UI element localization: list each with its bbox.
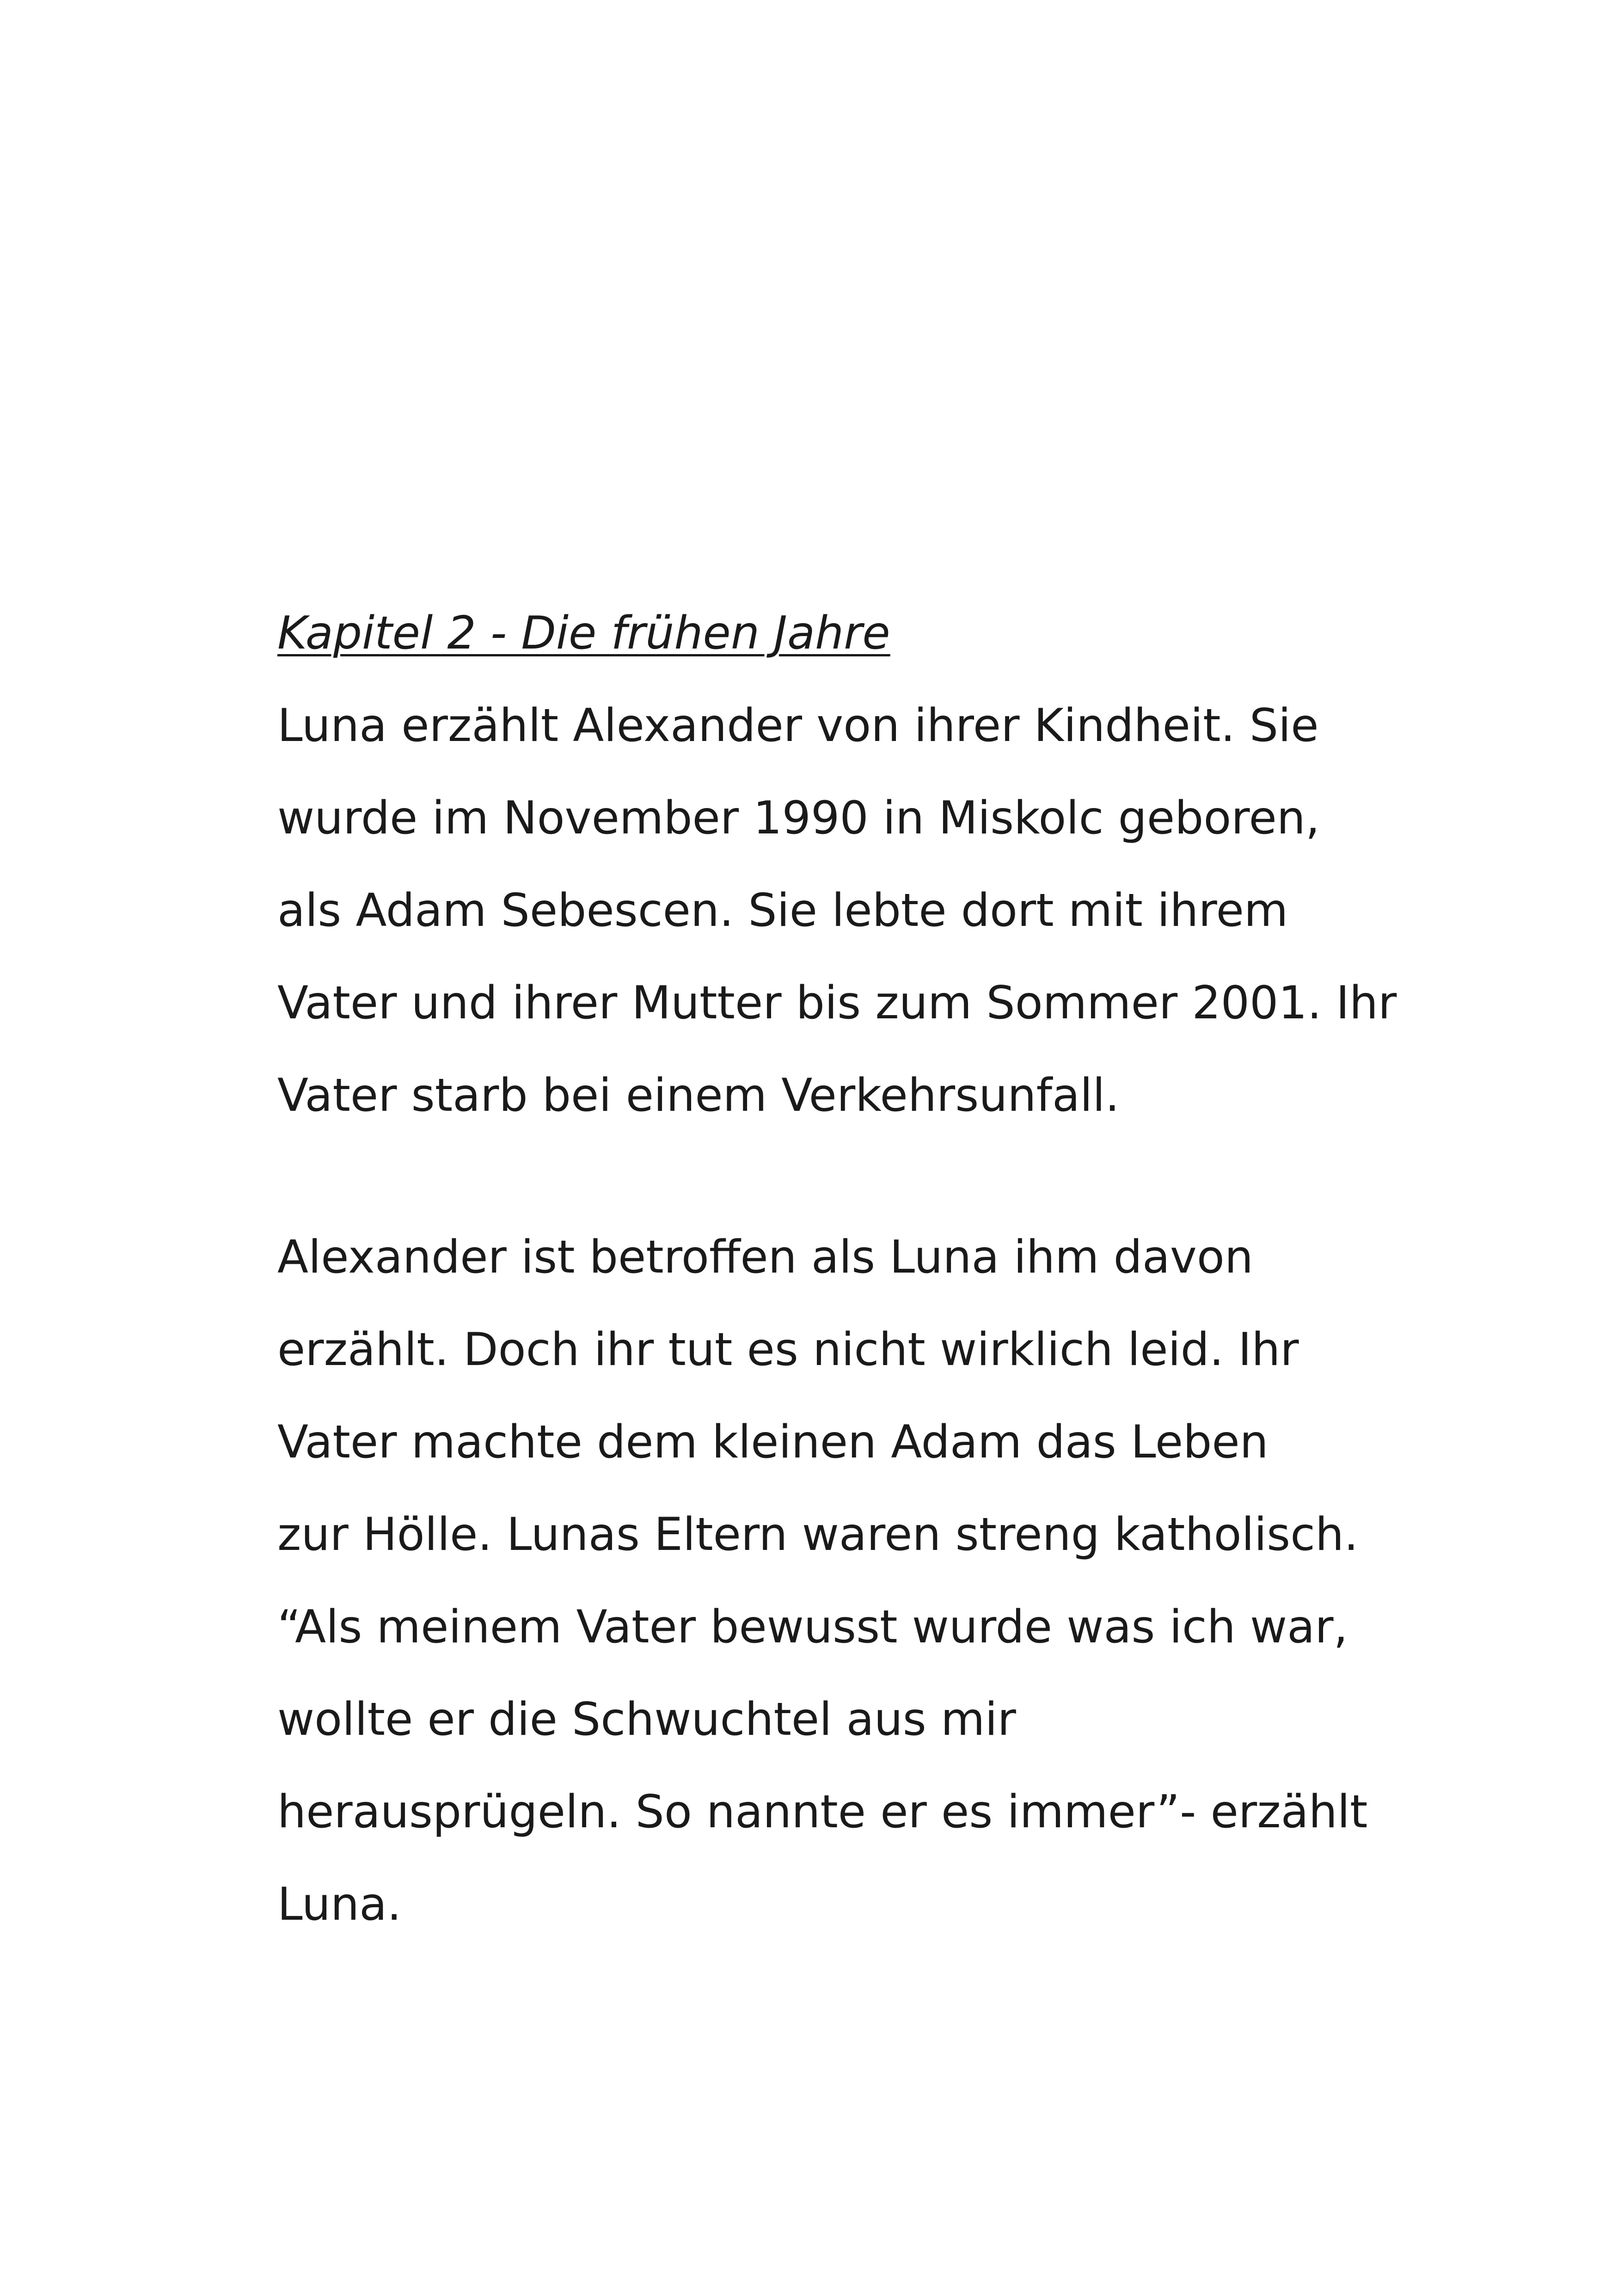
paragraph-line: wurde im November 1990 in Miskolc geboren, [277, 792, 1320, 845]
paragraph-1 [277, 680, 1397, 1142]
paragraph-line: Vater starb bei einem Verkehrsunfall. [277, 1069, 1120, 1122]
paragraph-line: Vater machte dem kleinen Adam das Leben [277, 1416, 1269, 1469]
paragraph-line: als Adam Sebescen. Sie lebte dort mit ihrem [277, 884, 1288, 937]
paragraph-line: Alexander ist betroffen als Luna ihm davon [277, 1231, 1253, 1284]
paragraph-line: erzählt. Doch ihr tut es nicht wirklich leid. Ihr [277, 1323, 1299, 1376]
paragraph-line: Luna erzählt Alexander von ihrer Kindheit. Sie [277, 699, 1319, 752]
paragraph-spacer [277, 1142, 1387, 1211]
paragraph-line: Vater und ihrer Mutter bis zum Sommer 2001. Ihr [277, 977, 1397, 1029]
paragraph-line: wollte er die Schwuchtel aus mir [277, 1693, 1016, 1746]
paragraph-line: Luna. [277, 1878, 402, 1931]
document-body [277, 587, 1397, 1951]
paragraph-line: zur Hölle. Lunas Eltern waren streng katholisch. [277, 1508, 1359, 1561]
paragraph-line: herausprügeln. So nannte er es immer”- erzählt [277, 1786, 1368, 1838]
paragraph-2 [277, 1211, 1387, 1951]
paragraph-line: “Als meinem Vater bewusst wurde was ich war, [277, 1601, 1348, 1653]
chapter-title: Kapitel 2 - Die frühen Jahre [277, 607, 890, 660]
